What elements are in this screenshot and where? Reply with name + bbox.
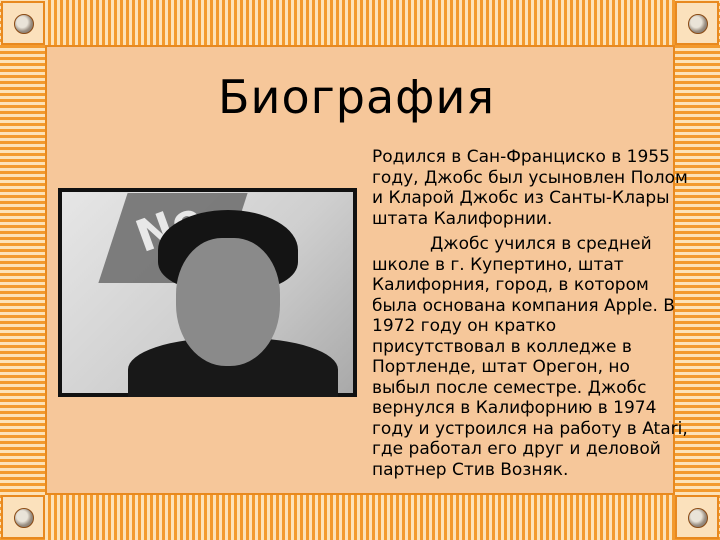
biography-paragraph-2: Джобс учился в средней школе в г. Купертино, штат Калифорния, город, в котором была основана компания Apple. В 1972 году он кратко присутствовал в колледже в Портленде, штат Орегон, но выбыл после семестре. Джобс вернулся в Калифорнию в 1974 году и устроился на работу в Atari, где работал его друг и деловой партнер Стив Возняк. [372,234,688,480]
slide-title: Биография [218,70,496,124]
portrait-photo [58,188,357,397]
corner-knob-icon [688,14,708,34]
photo-person-face [176,238,280,366]
biography-text [372,147,692,480]
corner-ornament [675,495,719,539]
corner-ornament [675,1,719,45]
corner-knob-icon [688,508,708,528]
corner-knob-icon [14,508,34,528]
frame-bottom [0,495,720,540]
frame-top [0,0,720,45]
corner-knob-icon [14,14,34,34]
corner-ornament [1,495,45,539]
frame-left [0,0,45,540]
corner-ornament [1,1,45,45]
biography-paragraph-1: Родился в Сан-Франциско в 1955 году, Джобс был усыновлен Полом и Кларой Джобс из Санты-Клары штата Калифорнии. [372,147,688,229]
